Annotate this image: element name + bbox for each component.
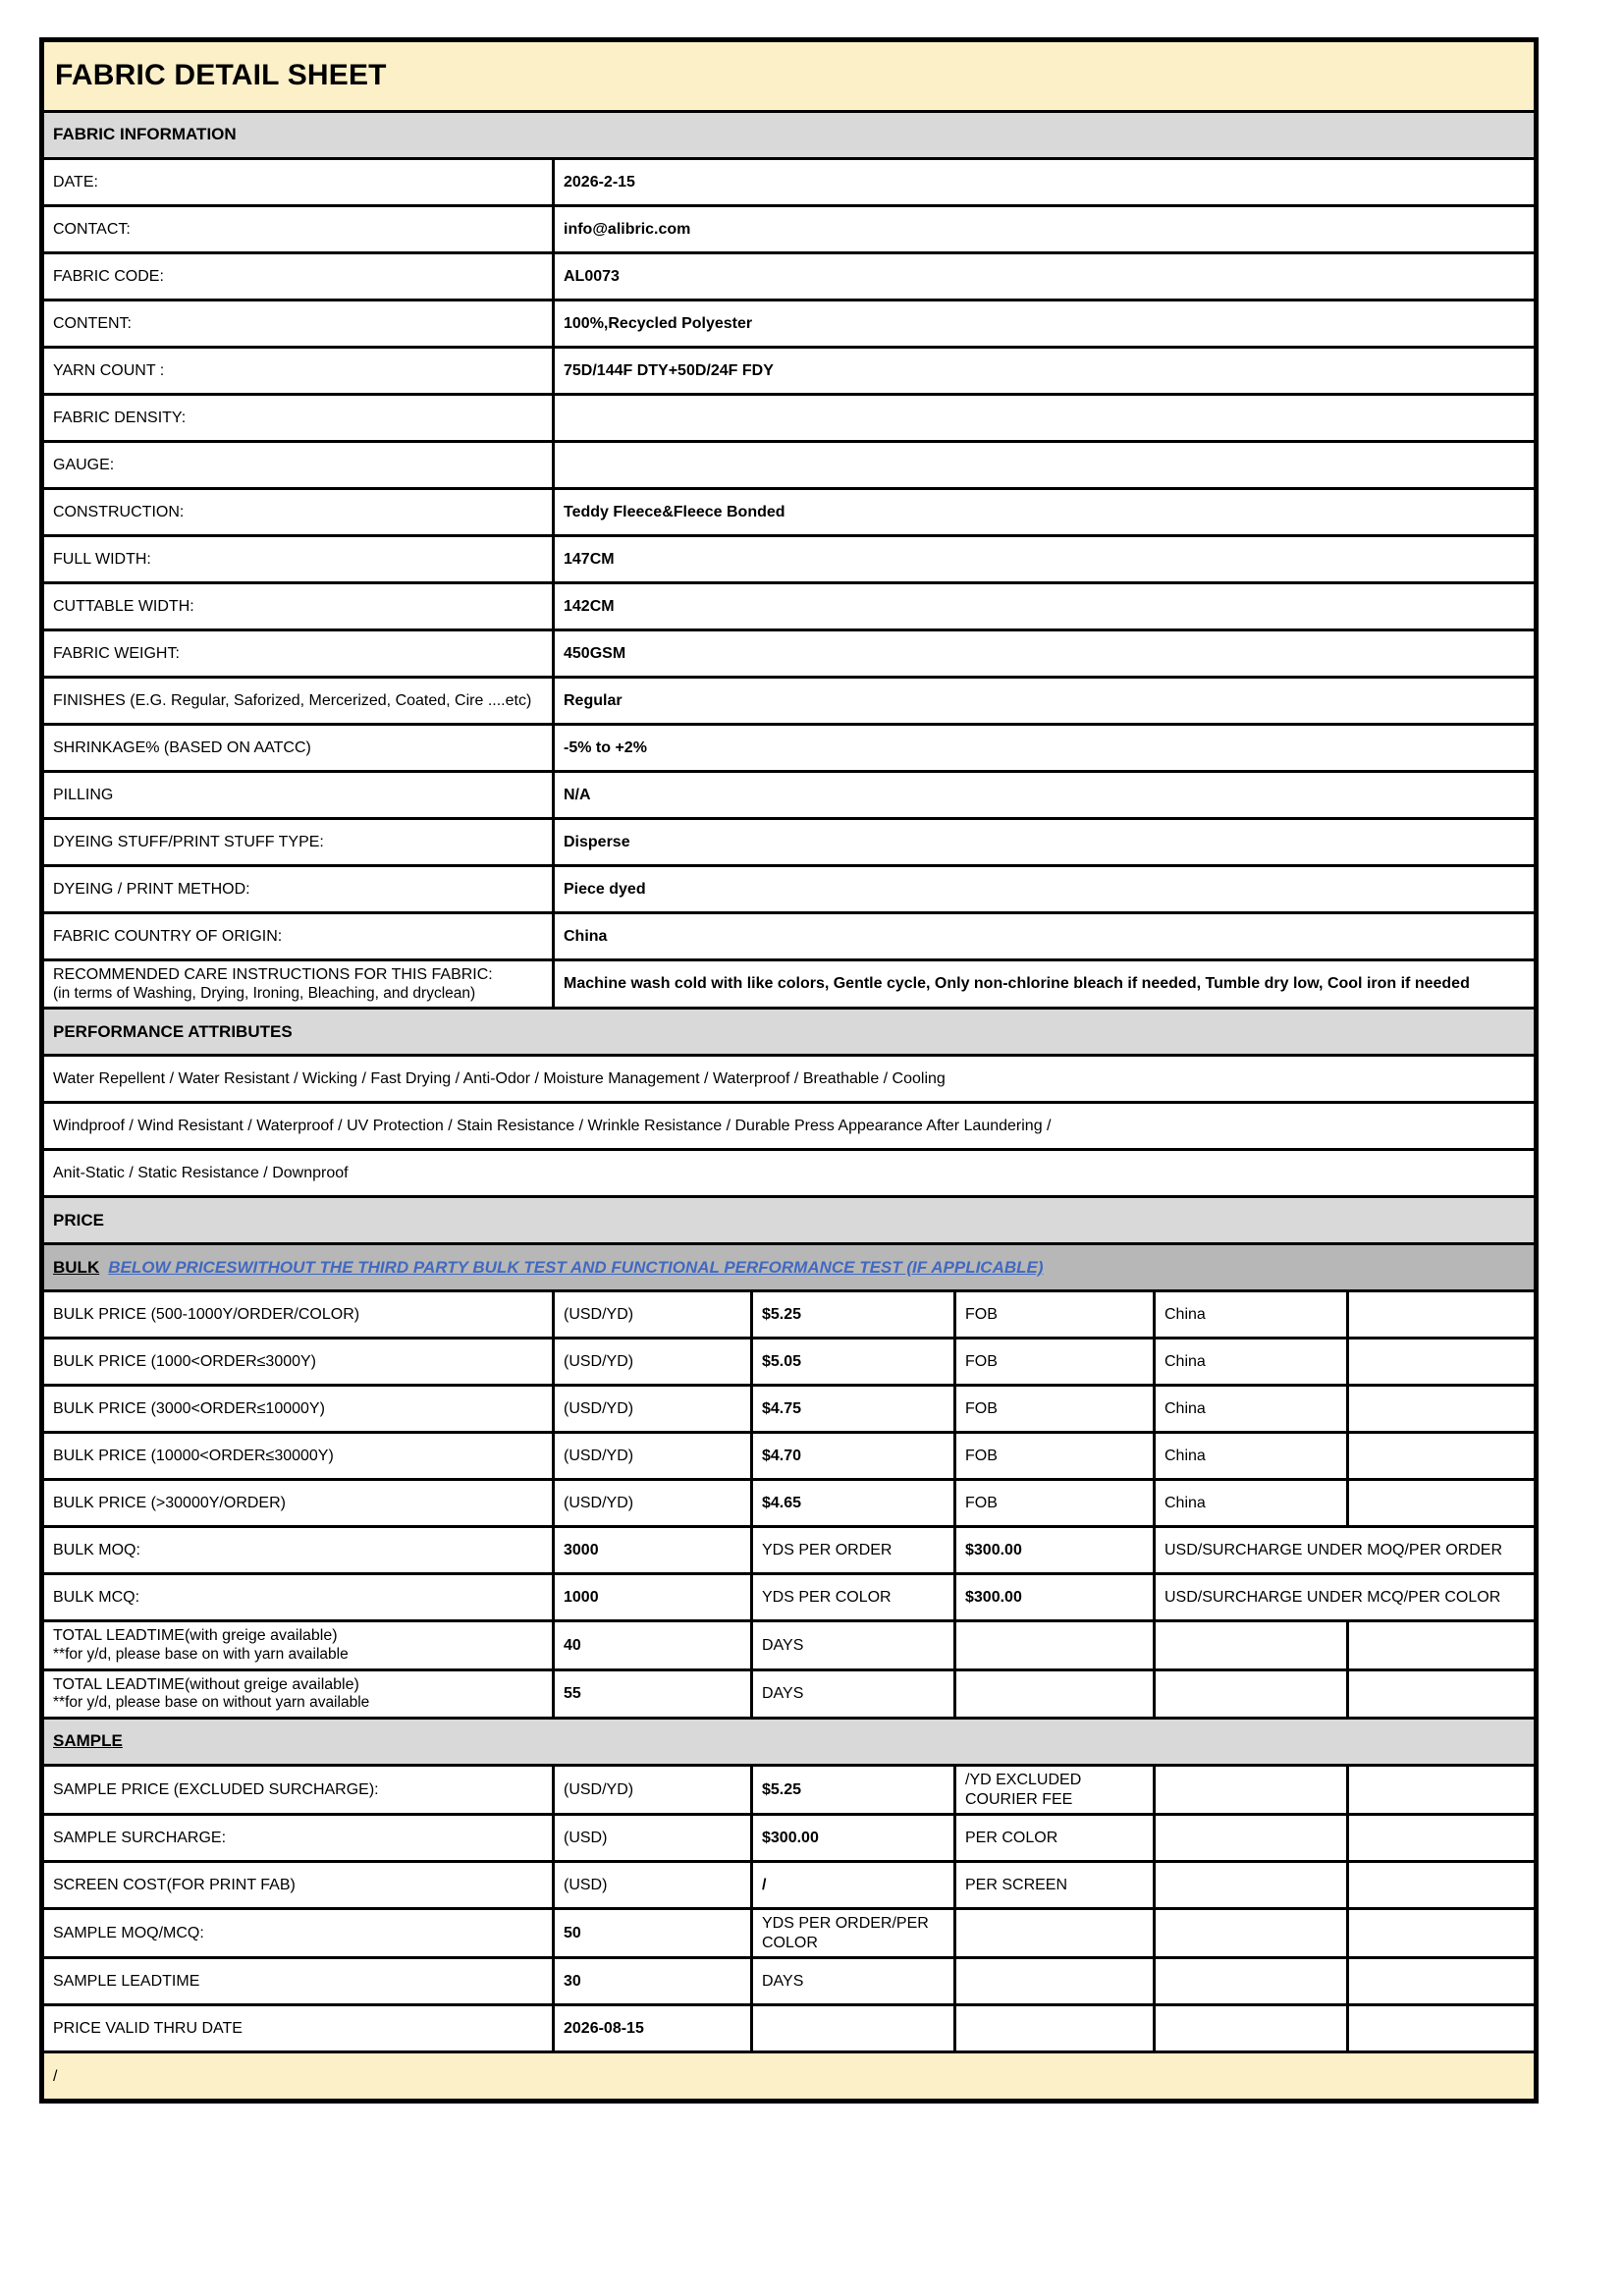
info-value: 142CM (552, 584, 1534, 629)
unit-cell: (USD/YD) (552, 1434, 750, 1478)
footer-slash: / (53, 2067, 58, 2085)
info-row-dyeing-stuff (44, 820, 1534, 867)
info-row-date (44, 160, 1534, 207)
bulk-note-row (44, 1245, 1534, 1292)
bulk-price-row-2 (44, 1339, 1534, 1387)
bulk-price-row-1 (44, 1292, 1534, 1339)
performance-text: Water Repellent / Water Resistant / Wicking / Fast Drying / Anti-Odor / Moisture Management / Waterproof / Breathable / Cooling (53, 1070, 946, 1088)
info-value: -5% to +2% (552, 726, 1534, 770)
price-cell: $4.65 (750, 1481, 953, 1525)
title-row (44, 42, 1534, 113)
info-value: 100%,Recycled Polyester (552, 301, 1534, 346)
empty-cell (1346, 1671, 1534, 1717)
origin-cell: China (1153, 1434, 1346, 1478)
empty-cell (1346, 1863, 1534, 1907)
bulk-price-label: BULK PRICE (500-1000Y/ORDER/COLOR) (53, 1306, 360, 1324)
info-label: CUTTABLE WIDTH: (53, 597, 194, 615)
info-row-full-width (44, 537, 1534, 584)
info-value (552, 443, 1534, 487)
origin-cell: China (1153, 1292, 1346, 1337)
info-value: Regular (552, 679, 1534, 723)
origin-cell: China (1153, 1481, 1346, 1525)
unit-cell: (USD/YD) (552, 1481, 750, 1525)
incoterm-cell: FOB (953, 1434, 1153, 1478)
empty-cell (1346, 1959, 1534, 2003)
mcq-fee-cell: $300.00 (953, 1575, 1153, 1619)
screen-cost-row (44, 1863, 1534, 1910)
info-label: DYEING STUFF/PRINT STUFF TYPE: (53, 833, 324, 850)
leadtime-without-greige-row (44, 1671, 1534, 1720)
empty-cell (1153, 1863, 1346, 1907)
info-label: CONSTRUCTION: (53, 503, 185, 520)
origin-cell: China (1153, 1339, 1346, 1384)
empty-cell (1153, 1910, 1346, 1956)
page-title: FABRIC DETAIL SHEET (55, 59, 387, 92)
info-row-cuttable-width (44, 584, 1534, 631)
info-row-construction (44, 490, 1534, 537)
empty-cell (1346, 1622, 1534, 1667)
empty-cell (1346, 2006, 1534, 2050)
empty-cell (750, 2006, 953, 2050)
info-label: FABRIC CODE: (53, 267, 164, 285)
moq-label: BULK MOQ: (53, 1542, 140, 1559)
section-header-label: PERFORMANCE ATTRIBUTES (53, 1021, 293, 1041)
info-value (552, 396, 1534, 440)
empty-cell (953, 1622, 1153, 1667)
info-label: CONTACT: (53, 220, 131, 238)
bulk-mcq-row (44, 1575, 1534, 1622)
leadtime-with-greige-row (44, 1622, 1534, 1670)
sample-price-row (44, 1767, 1534, 1816)
performance-text: Windproof / Wind Resistant / Waterproof / UV Protection / Stain Resistance / Wrinkle Resistance / Durable Press Appearance After Laundering / (53, 1118, 1052, 1135)
moq-note-cell: USD/SURCHARGE UNDER MOQ/PER ORDER (1153, 1528, 1534, 1572)
empty-cell (953, 1910, 1153, 1956)
empty-cell (1153, 1622, 1346, 1667)
price-cell: $4.70 (750, 1434, 953, 1478)
unit-cell: (USD) (552, 1863, 750, 1907)
leadtime-label (44, 1622, 552, 1667)
empty-cell (953, 1959, 1153, 2003)
section-header-label: PRICE (53, 1210, 104, 1230)
info-label: FABRIC COUNTRY OF ORIGIN: (53, 927, 283, 945)
price-valid-label: PRICE VALID THRU DATE (53, 2020, 243, 2038)
info-value: Disperse (552, 820, 1534, 864)
info-value: 147CM (552, 537, 1534, 581)
price-valid-date-cell: 2026-08-15 (552, 2006, 750, 2050)
incoterm-cell: FOB (953, 1292, 1153, 1337)
leadtime-label-line2: **for y/d, please base on with yarn available (53, 1645, 349, 1663)
empty-cell (1346, 1767, 1534, 1813)
empty-cell (953, 1671, 1153, 1717)
empty-cell (953, 2006, 1153, 2050)
performance-text: Anit-Static / Static Resistance / Downproof (53, 1165, 349, 1182)
bulk-price-label: BULK PRICE (1000<ORDER≤3000Y) (53, 1353, 317, 1371)
moq-fee-cell: $300.00 (953, 1528, 1153, 1572)
bulk-moq-row (44, 1528, 1534, 1575)
empty-cell (1346, 1910, 1534, 1956)
price-cell: $5.25 (750, 1767, 953, 1813)
info-row-care-instructions (44, 961, 1534, 1010)
info-value: China (552, 914, 1534, 958)
incoterm-cell: FOB (953, 1481, 1153, 1525)
empty-cell (1153, 1767, 1346, 1813)
empty-cell (1346, 1816, 1534, 1860)
unit-cell: (USD/YD) (552, 1387, 750, 1431)
info-row-content (44, 301, 1534, 349)
extra-cell (1346, 1292, 1534, 1337)
performance-line-2 (44, 1104, 1534, 1151)
moq-qty-cell: 3000 (552, 1528, 750, 1572)
info-row-finishes (44, 679, 1534, 726)
section-header-fabric-information (44, 113, 1534, 160)
unit-cell: YDS PER ORDER/PER COLOR (750, 1910, 953, 1956)
info-label: CONTENT: (53, 314, 132, 332)
info-label: YARN COUNT : (53, 361, 165, 379)
info-label: FABRIC WEIGHT: (53, 644, 180, 662)
info-row-shrinkage (44, 726, 1534, 773)
extra-cell (1346, 1339, 1534, 1384)
sample-label: SAMPLE PRICE (EXCLUDED SURCHARGE): (53, 1781, 379, 1799)
note-cell: /YD EXCLUDED COURIER FEE (953, 1767, 1153, 1813)
info-row-dyeing-method (44, 867, 1534, 914)
note-cell: PER SCREEN (953, 1863, 1153, 1907)
footer-row (44, 2053, 1534, 2099)
incoterm-cell: FOB (953, 1339, 1153, 1384)
empty-cell (1153, 1816, 1346, 1860)
info-value: 2026-2-15 (552, 160, 1534, 204)
sample-surcharge-row (44, 1816, 1534, 1863)
sample-label: SAMPLE MOQ/MCQ: (53, 1925, 204, 1942)
info-value: Teddy Fleece&Fleece Bonded (552, 490, 1534, 534)
empty-cell (1153, 2006, 1346, 2050)
empty-cell (1153, 1959, 1346, 2003)
mcq-unit-cell: YDS PER COLOR (750, 1575, 953, 1619)
info-row-fabric-density (44, 396, 1534, 443)
section-header-label: FABRIC INFORMATION (53, 125, 237, 144)
moq-unit-cell: YDS PER ORDER (750, 1528, 953, 1572)
info-value: N/A (552, 773, 1534, 817)
leadtime-label (44, 1671, 552, 1717)
leadtime-unit-cell: DAYS (750, 1671, 953, 1717)
unit-cell: (USD/YD) (552, 1339, 750, 1384)
info-value: 450GSM (552, 631, 1534, 676)
sample-label: SAMPLE SURCHARGE: (53, 1830, 227, 1847)
info-label: FINISHES (E.G. Regular, Saforized, Mercerized, Coated, Cire ....etc) (53, 691, 532, 709)
price-cell: $5.25 (750, 1292, 953, 1337)
info-label: FULL WIDTH: (53, 550, 151, 568)
info-row-country-of-origin (44, 914, 1534, 961)
sample-leadtime-row (44, 1959, 1534, 2006)
performance-line-1 (44, 1057, 1534, 1104)
performance-line-3 (44, 1151, 1534, 1198)
section-header-performance-attributes (44, 1010, 1534, 1057)
leadtime-label-line1: TOTAL LEADTIME(without greige available) (53, 1675, 359, 1693)
info-label: DATE: (53, 173, 98, 191)
qty-cell: 30 (552, 1959, 750, 2003)
info-label: PILLING (53, 786, 114, 803)
unit-cell: DAYS (750, 1959, 953, 2003)
bulk-note-cell (44, 1245, 1534, 1289)
leadtime-unit-cell: DAYS (750, 1622, 953, 1667)
price-cell: $4.75 (750, 1387, 953, 1431)
bulk-price-label: BULK PRICE (>30000Y/ORDER) (53, 1495, 286, 1512)
unit-cell: (USD) (552, 1816, 750, 1860)
sample-label: SCREEN COST(FOR PRINT FAB) (53, 1877, 296, 1894)
empty-cell (1153, 1671, 1346, 1717)
info-row-contact (44, 207, 1534, 254)
info-label: DYEING / PRINT METHOD: (53, 880, 250, 898)
info-value: Machine wash cold with like colors, Gentle cycle, Only non-chlorine bleach if needed, Tumble dry low, Cool iron if needed (552, 961, 1534, 1007)
care-label-line1: RECOMMENDED CARE INSTRUCTIONS FOR THIS FABRIC: (53, 966, 493, 983)
info-value: Piece dyed (552, 867, 1534, 911)
bulk-price-row-5 (44, 1481, 1534, 1528)
sample-moq-row (44, 1910, 1534, 1959)
info-row-fabric-weight (44, 631, 1534, 679)
info-value: AL0073 (552, 254, 1534, 299)
bulk-note-link[interactable]: BELOW PRICESWITHOUT THE THIRD PARTY BULK TEST AND FUNCTIONAL PERFORMANCE TEST (IF APPLICABLE) (108, 1257, 1044, 1277)
price-cell: / (750, 1863, 953, 1907)
mcq-note-cell: USD/SURCHARGE UNDER MCQ/PER COLOR (1153, 1575, 1534, 1619)
info-row-gauge (44, 443, 1534, 490)
leadtime-value-cell: 55 (552, 1671, 750, 1717)
leadtime-value-cell: 40 (552, 1622, 750, 1667)
info-label: GAUGE: (53, 456, 115, 473)
fabric-detail-sheet (39, 37, 1539, 2104)
info-label: FABRIC DENSITY: (53, 409, 187, 426)
extra-cell (1346, 1434, 1534, 1478)
qty-cell: 50 (552, 1910, 750, 1956)
incoterm-cell: FOB (953, 1387, 1153, 1431)
info-value: 75D/144F DTY+50D/24F FDY (552, 349, 1534, 393)
extra-cell (1346, 1481, 1534, 1525)
price-cell: $5.05 (750, 1339, 953, 1384)
care-label-line2: (in terms of Washing, Drying, Ironing, Bleaching, and dryclean) (53, 984, 476, 1002)
info-row-fabric-code (44, 254, 1534, 301)
unit-cell: (USD/YD) (552, 1292, 750, 1337)
mcq-qty-cell: 1000 (552, 1575, 750, 1619)
price-cell: $300.00 (750, 1816, 953, 1860)
bulk-price-row-3 (44, 1387, 1534, 1434)
info-label (44, 961, 552, 1007)
leadtime-label-line2: **for y/d, please base on without yarn available (53, 1694, 370, 1712)
section-header-sample (44, 1720, 1534, 1767)
origin-cell: China (1153, 1387, 1346, 1431)
bulk-price-label: BULK PRICE (10000<ORDER≤30000Y) (53, 1448, 334, 1465)
info-label: SHRINKAGE% (BASED ON AATCC) (53, 738, 311, 756)
info-value: info@alibric.com (552, 207, 1534, 251)
extra-cell (1346, 1387, 1534, 1431)
section-header-label: SAMPLE (53, 1731, 123, 1751)
bulk-price-label: BULK PRICE (3000<ORDER≤10000Y) (53, 1400, 325, 1418)
info-row-pilling (44, 773, 1534, 820)
mcq-label: BULK MCQ: (53, 1589, 140, 1607)
note-cell: PER COLOR (953, 1816, 1153, 1860)
bulk-price-row-4 (44, 1434, 1534, 1481)
info-row-yarn-count (44, 349, 1534, 396)
price-valid-row (44, 2006, 1534, 2053)
sample-label: SAMPLE LEADTIME (53, 1973, 200, 1991)
bulk-label: BULK (53, 1257, 100, 1277)
section-header-price (44, 1198, 1534, 1245)
leadtime-label-line1: TOTAL LEADTIME(with greige available) (53, 1627, 338, 1645)
unit-cell: (USD/YD) (552, 1767, 750, 1813)
